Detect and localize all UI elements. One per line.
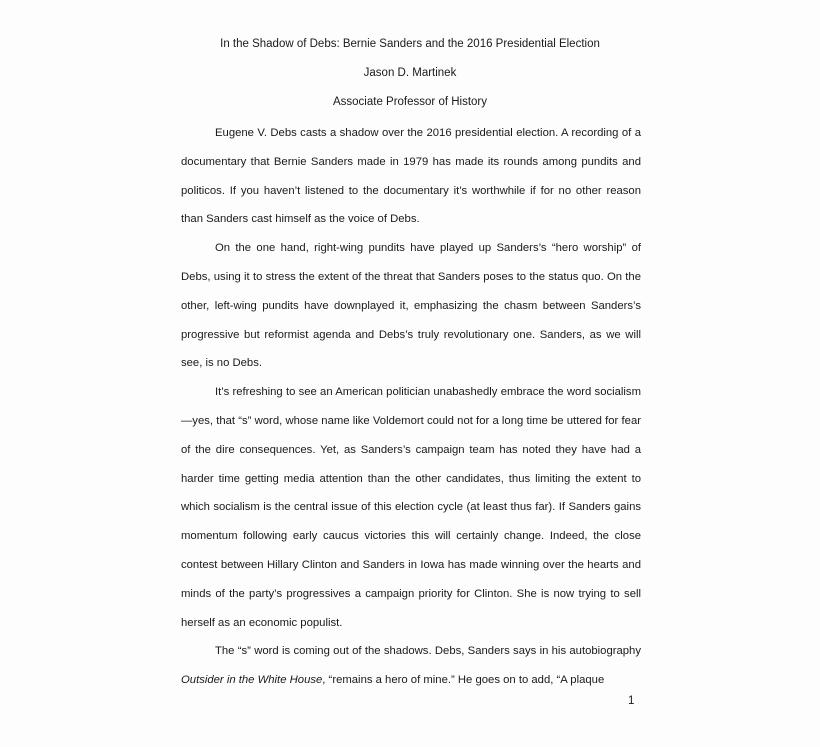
paragraph-3: It’s refreshing to see an American politician unabashedly embrace the word socialism—yes, that “s” word, whose name like Voldemort could not for a long time be uttered for fear of the dire consequences. Yet, as Sanders’s campaign team has noted they have had a harder time getting media attention than the other candidates, thus limiting the extent to which socialism is the central issue of this election cycle (at least thus far). If Sanders gains momentum following early caucus victories this will certainly change. Indeed, the close contest between Hillary Clinton and Sanders in Iowa has made winning over the hearts and minds of the party’s progressives a campaign priority for Clinton. She is now trying to sell herself as an economic populist. xyxy=(181,386,641,629)
page-number: 1 xyxy=(628,695,635,707)
paragraph-2: On the one hand, right-wing pundits have played up Sanders’s “hero worship” of Debs, using it to stress the extent of the threat that Sanders poses to the status quo. On the other, left-wing pundits have downplayed it, emphasizing the chasm between Sanders’s progressive but reformist agenda and Debs’s truly revolutionary one. Sanders, as we will see, is no Debs. xyxy=(181,242,641,370)
author-name: Jason D. Martinek xyxy=(363,67,457,79)
author-affiliation: Associate Professor of History xyxy=(332,96,488,108)
document-body xyxy=(181,119,641,695)
document-title: In the Shadow of Debs: Bernie Sanders and the 2016 Presidential Election xyxy=(220,38,600,50)
paragraph-4 xyxy=(181,637,641,695)
book-title: Outsider in the White House xyxy=(181,674,323,687)
paragraph-4-text-after: , “remains a hero of mine.” He goes on to add, “A plaque xyxy=(322,674,605,687)
paragraph-1: Eugene V. Debs casts a shadow over the 2016 presidential election. A recording of a documentary that Bernie Sanders made in 1979 has made its rounds among pundits and politicos. If you haven’t listened to the documentary it’s worthwhile if for no other reason than Sanders cast himself as the voice of Debs. xyxy=(181,127,641,226)
paragraph-4-text-before: The “s” word is coming out of the shadows. Debs, Sanders says in his autobiography xyxy=(215,645,641,658)
